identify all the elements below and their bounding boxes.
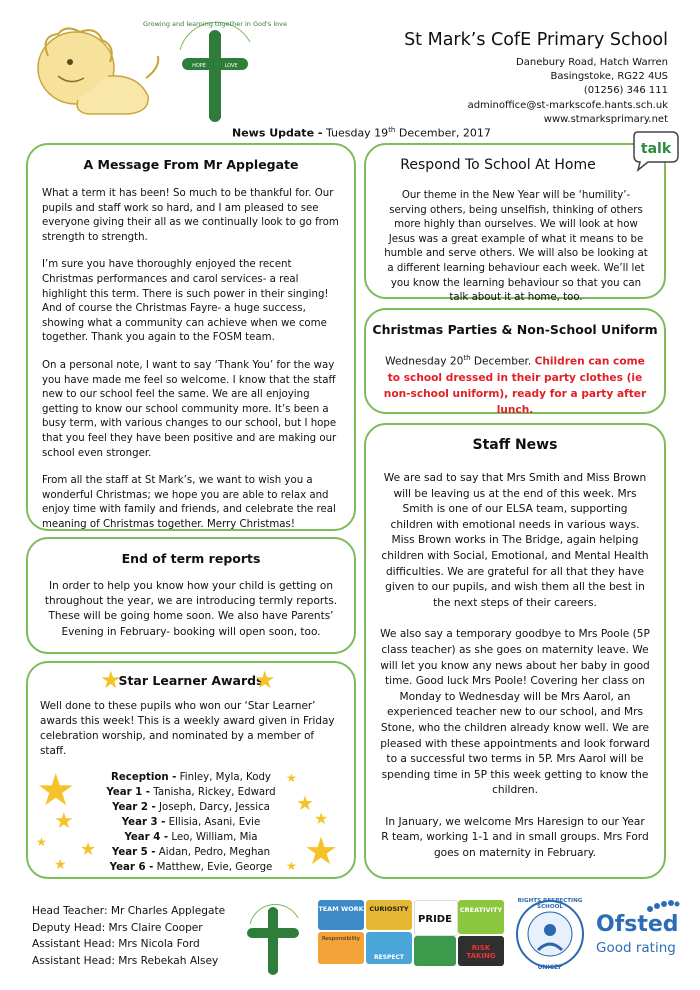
staff-news-box bbox=[364, 423, 666, 879]
award-row: Year 1 - Tanisha, Rickey, Edward bbox=[106, 787, 276, 798]
footer-cross-logo bbox=[240, 894, 306, 978]
star-icon: ★ bbox=[254, 666, 276, 694]
star-icon: ★ bbox=[296, 791, 314, 815]
staff-news-paragraph: We also say a temporary goodbye to Mrs Poole (5P class teacher) as she goes on maternity leave. We will let you know any news about her baby in good time. Good luck Mrs Poole! Covering her class on Monday to Wednesday will be Mrs Aarol, an experienced teacher new to our school, and Mrs Stone, who the children already know well. We are pleased with these appointments and look forward to a successful two terms in 5P. Mrs Aarol will be spending time in 5P this week getting to know the children. bbox=[380, 628, 650, 797]
rights-respecting-text: RIGHTS RESPECTING SCHOOL bbox=[517, 898, 583, 910]
star-icon: ★ bbox=[80, 839, 97, 860]
svg-text:Growing and learning together: Growing and learning together in God's love bbox=[143, 20, 287, 28]
ofsted-dots-icon bbox=[644, 898, 680, 912]
pride-label: PRIDE bbox=[418, 914, 452, 925]
award-row: Reception - Finley, Myla, Kody bbox=[111, 772, 271, 783]
reports-body: In order to help you know how your child is getting on throughout the year, we are introducing termly reports. These will be going home soon. We also have Parents’ Evening in February- booking will open soon, too. bbox=[44, 580, 338, 638]
christmas-box bbox=[364, 308, 666, 414]
reports-title: End of term reports bbox=[121, 551, 261, 566]
star-icon: ★ bbox=[100, 666, 122, 694]
address-line: Basingstoke, RG22 4US bbox=[550, 71, 668, 83]
christmas-body bbox=[380, 350, 650, 418]
star-icon: ★ bbox=[304, 829, 339, 873]
responsibility-label: Responsibility bbox=[321, 936, 361, 942]
star-icon: ★ bbox=[286, 859, 297, 873]
christmas-title: Christmas Parties & Non-School Uniform bbox=[372, 322, 658, 337]
address-line: Danebury Road, Hatch Warren bbox=[516, 57, 668, 68]
staff-list bbox=[32, 903, 225, 969]
star-icon: ★ bbox=[54, 857, 67, 873]
star-learner-box bbox=[26, 661, 356, 879]
award-row: Year 4 - Leo, William, Mia bbox=[124, 832, 258, 843]
unicef-text: UNICEF bbox=[537, 964, 563, 971]
award-row: Year 3 - Ellisia, Asani, Evie bbox=[121, 817, 261, 828]
news-date-suffix: th bbox=[388, 126, 396, 134]
staff-news-body bbox=[380, 471, 650, 875]
respond-title: Respond To School At Home bbox=[400, 157, 596, 173]
star-icon: ★ bbox=[286, 771, 297, 785]
christmas-date-suffix: th bbox=[463, 354, 471, 362]
svg-text:HOPE: HOPE bbox=[192, 63, 206, 69]
respond-box bbox=[364, 143, 666, 304]
school-name: St Mark’s CofE Primary School bbox=[404, 30, 668, 50]
award-row: Year 5 - Aidan, Pedro, Meghan bbox=[111, 847, 271, 858]
star-icon: ★ bbox=[36, 765, 76, 816]
earth-badge bbox=[414, 936, 456, 966]
staff-news-title: Staff News bbox=[472, 437, 558, 453]
applegate-message-box bbox=[26, 143, 356, 531]
respect-label: RESPECT bbox=[373, 954, 405, 961]
applegate-paragraph: From all the staff at St Mark’s, we want to wish you a wonderful Christmas; we hope you are able to relax and enjoy time with family and friends, and celebrate the real meaning of Christmas together. Merry Christmas! bbox=[42, 475, 336, 530]
news-date-rest: December, 2017 bbox=[398, 126, 491, 140]
award-row: Year 2 - Joseph, Darcy, Jessica bbox=[112, 802, 270, 813]
news-update-label: News Update - bbox=[232, 126, 323, 140]
creativity-label: CREATIVITY bbox=[459, 906, 503, 914]
staff-line: Assistant Head: Mrs Nicola Ford bbox=[32, 938, 200, 950]
news-date: Tuesday 19 bbox=[325, 126, 389, 140]
applegate-body bbox=[42, 187, 342, 545]
star-icon: ★ bbox=[54, 809, 74, 834]
lion-logo bbox=[18, 16, 168, 122]
curiosity-label: CURIOSITY bbox=[369, 905, 409, 913]
staff-line: Deputy Head: Mrs Claire Cooper bbox=[32, 921, 203, 934]
staff-news-paragraph: We are sad to say that Mrs Smith and Miss Brown will be leaving us at the end of this week. Mrs Smith is one of our ELSA team, supporting children with emotional needs in various ways. Miss Brown works in The Bridge, again helping children with Social, Emotional, and Mental Health difficulties. We are grateful for all that they have given to our pupils, and wish them all the best in the next steps of their careers. bbox=[381, 472, 649, 609]
star-icon: ★ bbox=[314, 809, 329, 828]
phone-number: (01256) 346 111 bbox=[583, 85, 668, 97]
applegate-title: A Message From Mr Applegate bbox=[83, 157, 299, 172]
news-update-line bbox=[232, 126, 491, 140]
ofsted-rating: Good rating bbox=[596, 940, 676, 956]
ofsted-name: Ofsted bbox=[596, 912, 679, 937]
applegate-paragraph: What a term it has been! So much to be thankful for. Our pupils and staff work so hard, and I am pleased to see everyone giving their all as we continually look to go from strength to strength. bbox=[42, 188, 339, 243]
star-icon: ★ bbox=[36, 835, 47, 849]
staff-news-paragraph: In January, we welcome Mrs Haresign to our Year R team, working 1-1 and in small groups. Mrs Ford goes on maternity in February. bbox=[381, 815, 649, 860]
award-row: Year 6 - Matthew, Evie, George bbox=[109, 862, 273, 873]
star-learner-title: Star Learner Awards bbox=[118, 673, 264, 688]
applegate-paragraph: I’m sure you have thoroughly enjoyed the recent Christmas performances and carol services- a real highlight this term. There is such power in their singing! And of course the Christmas Fayre- a huge success, showing what a community can achieve when we come together. Thank you again to the FOSM team. bbox=[42, 259, 329, 344]
christmas-date: Wednesday 20 bbox=[385, 355, 464, 368]
email-link[interactable]: adminoffice@st-markscofe.hants.sch.uk bbox=[467, 99, 668, 111]
risk-taking-label: RISK TAKING bbox=[466, 944, 496, 960]
respond-body: Our theme in the New Year will be ‘humility’- serving others, being unselfish, thinking of others more highly than ourselves. We will look at how Jesus was a great example of what it means to be humble and serve others. We will also be looking at a different learning behaviour each week. We’ll let you know the learning behaviour so that you can talk about it at home, too. bbox=[384, 190, 648, 304]
school-address bbox=[468, 56, 668, 127]
applegate-paragraph: On a personal note, I want to say ‘Thank You’ for the way you have made me feel so welcome. I know that the staff new to our school feel the same. We are all enjoying getting to know our school community more. It’s been a busy term, with various changes to our school, but I hope that you feel they have been positive and are making our school even stronger. bbox=[42, 359, 337, 459]
staff-line: Head Teacher: Mr Charles Applegate bbox=[32, 905, 226, 917]
school-cross-logo bbox=[143, 12, 287, 124]
christmas-date-rest: December. bbox=[470, 355, 532, 368]
website-link[interactable]: www.stmarksprimary.net bbox=[543, 113, 668, 125]
svg-text:LOVE: LOVE bbox=[224, 63, 238, 69]
talk-bubble-icon bbox=[628, 130, 680, 172]
team-work-label: TEAM WORK bbox=[318, 905, 364, 913]
staff-line: Assistant Head: Mrs Rebekah Alsey bbox=[32, 954, 219, 967]
star-learner-intro: Well done to these pupils who won our ‘Star Learner’ awards this week! This is a weekly award given in Friday celebration worship, and nominated by a member of staff. bbox=[40, 700, 335, 757]
reports-box bbox=[26, 537, 356, 654]
star-learner-winners bbox=[88, 770, 294, 875]
talk-label: talk bbox=[640, 141, 672, 157]
christmas-highlight: Children can come to school dressed in their party clothes (ie non-school uniform), ready for a party after lunch. bbox=[383, 355, 647, 416]
